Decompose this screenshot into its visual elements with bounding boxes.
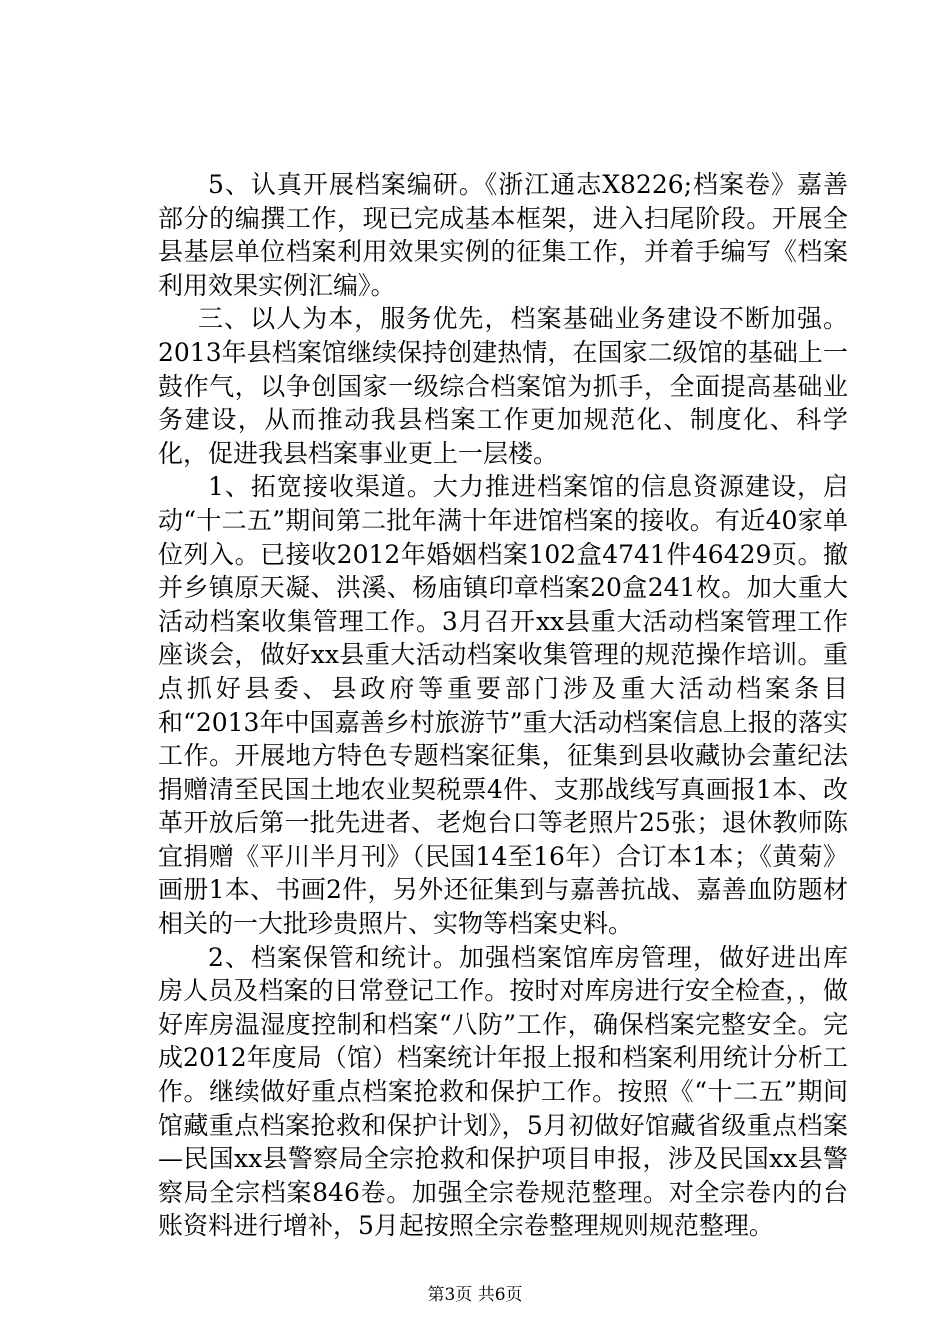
document-body xyxy=(158,168,848,1243)
page-number-footer: 第3页 共6页 xyxy=(427,1285,523,1305)
section-heading-3: 三、以人为本，服务优先，档案基础业务建设不断加强。2013年县档案馆继续保持创建热情，在国家二级馆的基础上一鼓作气，以争创国家一级综合档案馆为抓手，全面提高基础业务建设，从而推动我县档案工作更加规范化、制度化、科学化，促进我县档案事业更上一层楼。 xyxy=(158,304,848,468)
paragraph-storage-statistics: 2、档案保管和统计。加强档案馆库房管理，做好进出库房人员及档案的日常登记工作。按时对库房进行安全检查，，做好库房温湿度控制和档案“八防”工作，确保档案完整安全。完成2012年度局（馆）档案统计年报上报和档案利用统计分析工作。继续做好重点档案抢救和保护工作。按照《“十二五”期间馆藏重点档案抢救和保护计划》，5月初做好馆藏省级重点档案—民国xx县警察局全宗抢救和保护项目申报，涉及民国xx县警察局全宗档案846卷。加强全宗卷规范整理。对全宗卷内的台账资料进行增补，5月起按照全宗卷整理规则规范整理。 xyxy=(158,942,848,1241)
paragraph-receiving-channels: 1、拓宽接收渠道。大力推进档案馆的信息资源建设，启动“十二五”期间第二批年满十年进馆档案的接收。有近40家单位列入。已接收2012年婚姻档案102盒4741件46429页。撤并乡镇原天凝、洪溪、杨庙镇印章档案20盒241枚。加大重大活动档案收集管理工作。3月召开xx县重大活动档案管理工作座谈会，做好xx县重大活动档案收集管理的规范操作培训。重点抓好县委、县政府等重要部门涉及重大活动档案条目和“2013年中国嘉善乡村旅游节”重大活动档案信息上报的落实工作。开展地方特色专题档案征集，征集到县收藏协会董纪法捐赠清至民国土地农业契税票4件、支那战线写真画报1本、改革开放后第一批先进者、老炮台口等老照片25张；退休教师陈宜捐赠《平川半月刊》（民国14至16年）合订本1本；《黄菊》画册1本、书画2件，另外还征集到与嘉善抗战、嘉善血防题材相关的一大批珍贵照片、实物等档案史料。 xyxy=(158,472,848,939)
paragraph-archive-compilation: 5、认真开展档案编研。《浙江通志X8226;档案卷》嘉善部分的编撰工作，现已完成基本框架，进入扫尾阶段。开展全县基层单位档案利用效果实例的征集工作，并着手编写《档案利用效果实例汇编》。 xyxy=(158,170,848,300)
